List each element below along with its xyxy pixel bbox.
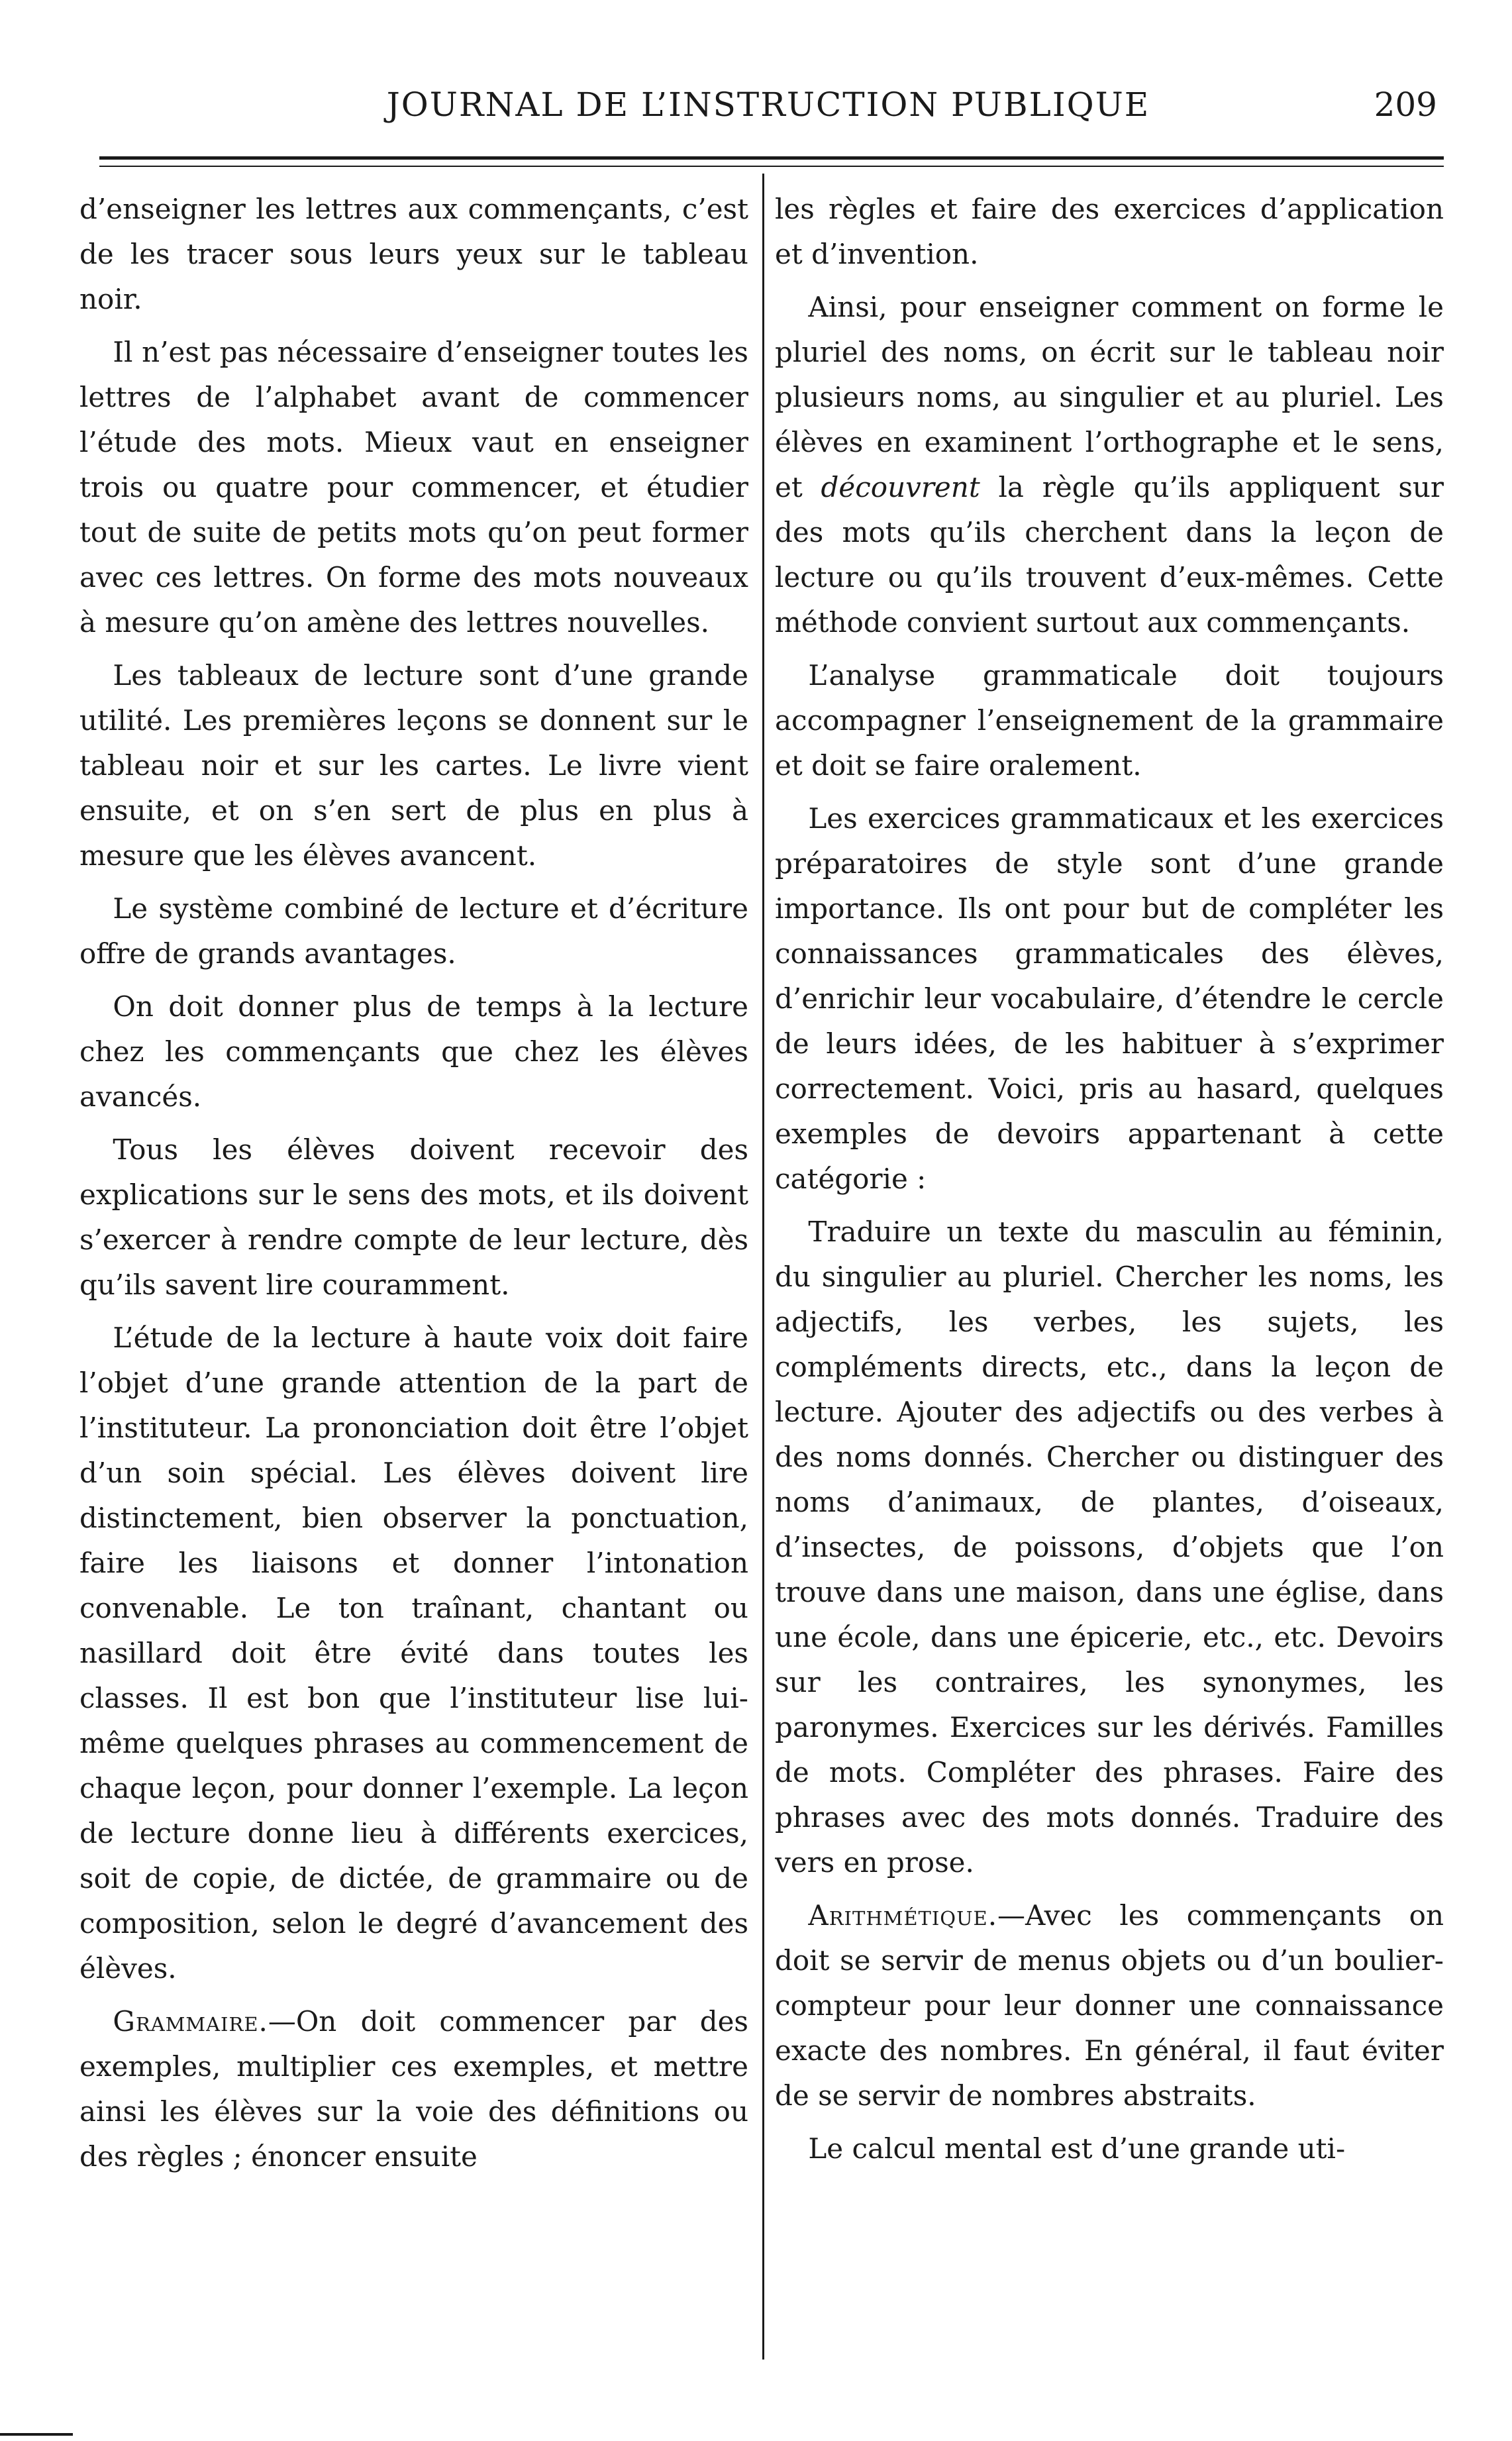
right-paragraph-5: Traduire un texte du masculin au féminin, du singulier au pluriel. Chercher les noms, les adjectifs, les verbes, les sujets, les compléments directs, etc., dans la leçon de lecture. Ajouter des adjectifs ou des verbes à des noms donnés. Chercher ou distinguer des noms d’animaux, de plantes, d’oiseaux, d’insectes, de poissons, d’objets que l’on trouve dans une maison, dans une église, dans une école, dans une épicerie, etc., etc. Devoirs sur les contraires, les synonymes, les paronymes. Exercices sur les dérivés. Familles de mots. Compléter des phrases. Faire des phrases avec des mots donnés. Traduire des vers en prose. — [775, 1216, 1444, 1879]
left-column — [79, 187, 748, 2366]
running-title: JOURNAL DE L’INSTRUCTION PUBLIQUE — [386, 85, 1150, 124]
left-paragraph-3: Les tableaux de lecture sont d’une grande utilité. Les premières leçons se donnent sur le tableau noir et sur les cartes. Le livre vient ensuite, et on s’en sert de plus en plus à mesure que les élèves avancent. — [79, 659, 748, 872]
emphasis-decouvrent: découvrent — [821, 471, 980, 503]
right-paragraph-2 — [775, 285, 1444, 645]
grammaire-heading: Grammaire. — [113, 2005, 268, 2038]
header-rule-thick — [99, 156, 1444, 160]
grammaire-text: —On doit commencer par des exemples, multiplier ces exemples, et mettre ainsi les élèves sur la voie des définitions ou des règles ; énoncer ensuite — [79, 2005, 748, 2173]
column-divider — [762, 174, 764, 2360]
right-paragraph-1: les règles et faire des exercices d’application et d’invention. — [775, 193, 1444, 270]
right-paragraph-7: Le calcul mental est d’une grande uti- — [808, 2132, 1346, 2165]
left-paragraph-4: Le système combiné de lecture et d’écriture offre de grands avantages. — [79, 892, 748, 970]
right-paragraph-2-end: la règle qu’ils appliquent sur des mots qu’ils cherchent dans la leçon de lecture ou qu’ils trouvent d’eux-mêmes. Cette méthode convient surtout aux commençants. — [775, 471, 1444, 639]
left-paragraph-5: On doit donner plus de temps à la lecture chez les commençants que chez les élèves avancés. — [79, 990, 748, 1113]
right-paragraph-3: L’analyse grammaticale doit toujours accompagner l’enseignement de la grammaire et doit se faire oralement. — [775, 659, 1444, 782]
left-paragraph-1: d’enseigner les lettres aux commençants, c’est de les tracer sous leurs yeux sur le tableau noir. — [79, 193, 748, 315]
header-rule-thin — [99, 166, 1444, 167]
page-header — [93, 78, 1444, 131]
right-column — [775, 187, 1444, 2366]
arithmetique-heading: Arithmétique. — [808, 1899, 998, 1932]
corner-mark — [0, 2433, 73, 2436]
left-paragraph-7: L’étude de la lecture à haute voix doit faire l’objet d’une grande attention de la part de l’instituteur. La prononciation doit être l’objet d’un soin spécial. Les élèves doivent lire distinctement, bien observer la ponctuation, faire les liaisons et donner l’intonation convenable. Le ton traînant, chantant ou nasillard doit être évité dans toutes les classes. Il est bon que l’instituteur lise lui-même quelques phrases au commencement de chaque leçon, pour donner l’exemple. La leçon de lecture donne lieu à différents exercices, soit de copie, de dictée, de grammaire ou de composition, selon le degré d’avancement des élèves. — [79, 1322, 748, 1985]
left-paragraph-grammaire — [79, 1999, 748, 2179]
page-number: 209 — [1374, 85, 1437, 124]
arithmetique-text: —Avec les commençants on doit se servir de menus objets ou d’un boulier-compteur pour leur donner une connaissance exacte des nombres. En général, il faut éviter de se servir de nombres abstraits. — [775, 1899, 1444, 2112]
right-paragraph-4: Les exercices grammaticaux et les exercices préparatoires de style sont d’une grande importance. Ils ont pour but de compléter les connaissances grammaticales des élèves, d’enrichir leur vocabulaire, d’étendre le cercle de leurs idées, de les habituer à s’exprimer correctement. Voici, pris au hasard, quelques exemples de devoirs appartenant à cette catégorie : — [775, 802, 1444, 1195]
right-paragraph-2-start: Ainsi, pour enseigner comment on forme le pluriel des noms, on écrit sur le tableau noir plusieurs noms, au singulier et au pluriel. Les élèves en examinent l’orthographe et le sens, et — [775, 291, 1444, 503]
left-paragraph-2: Il n’est pas nécessaire d’enseigner toutes les lettres de l’alphabet avant de commencer l’étude des mots. Mieux vaut en enseigner trois ou quatre pour commencer, et étudier tout de suite de petits mots qu’on peut former avec ces lettres. On forme des mots nouveaux à mesure qu’on amène des lettres nouvelles. — [79, 336, 748, 639]
right-paragraph-arithmetique — [775, 1893, 1444, 2118]
left-paragraph-6: Tous les élèves doivent recevoir des explications sur le sens des mots, et ils doivent s’exercer à rendre compte de leur lecture, dès qu’ils savent lire couramment. — [79, 1133, 748, 1301]
